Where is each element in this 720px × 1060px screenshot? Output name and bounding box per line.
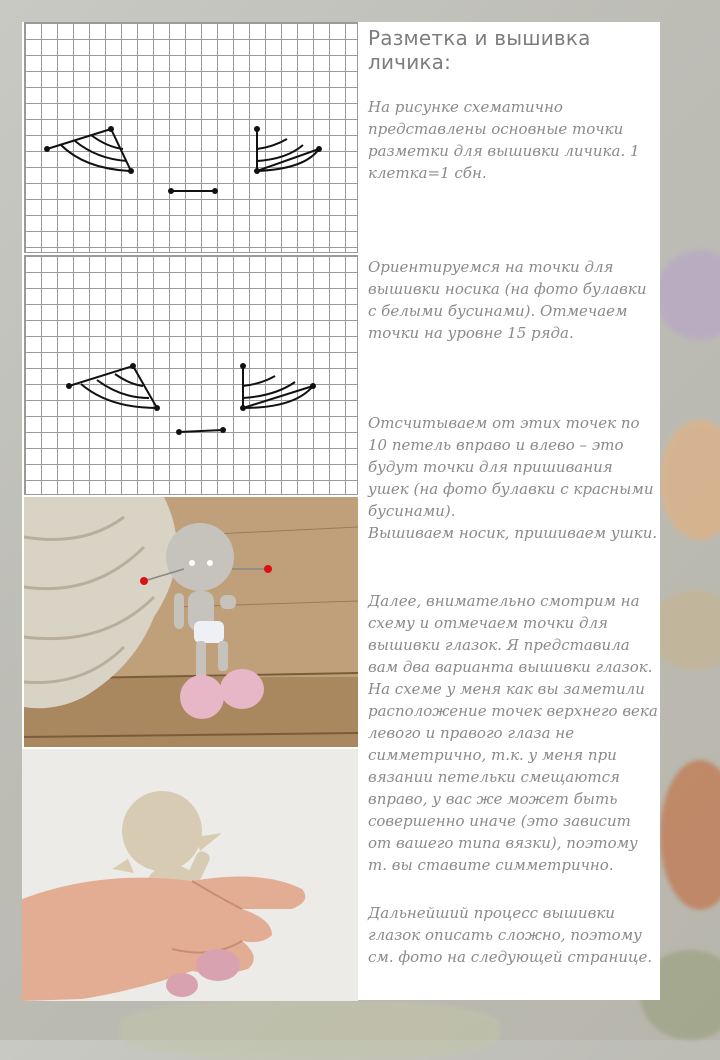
background-leaf-decoration bbox=[120, 1000, 500, 1060]
background-flower-decoration bbox=[660, 760, 720, 910]
page-title: Разметка и вышивка личика: bbox=[368, 26, 591, 74]
doll-on-table-photo bbox=[24, 497, 358, 747]
face-marking-diagram-1 bbox=[24, 22, 358, 253]
doll-in-hand-photo bbox=[22, 749, 358, 1001]
background-butterfly-decoration bbox=[650, 590, 720, 670]
background-butterfly-decoration bbox=[655, 250, 720, 340]
face-marking-diagram-2 bbox=[24, 255, 358, 495]
paragraph-nose-points: Ориентируемся на точки для вышивки носика (на фото булавки с белыми бусинами). Отмечаем точки на уровне 15 ряда. bbox=[368, 258, 647, 342]
eye-nose-scheme-2 bbox=[25, 256, 359, 496]
eye-nose-scheme-1 bbox=[25, 23, 359, 254]
paragraph-next-page: Дальнейший процесс вышивки глазок описать сложно, поэтому см. фото на следующей странице. bbox=[368, 904, 653, 966]
paragraph-marking-scheme: На рисунке схематично представлены основные точки разметки для вышивки личика. 1 клетка=1 сбн. bbox=[368, 98, 640, 182]
paragraph-ear-points: Отсчитываем от этих точек по 10 петель вправо и влево – это будут точки для пришивания ушек (на фото булавки с красными бусинами). Вышиваем носик, пришиваем ушки. bbox=[368, 414, 658, 542]
background-flower-decoration bbox=[660, 420, 720, 540]
paragraph-eye-points: Далее, внимательно смотрим на схему и отмечаем точки для вышивки глазок. Я представила вам два варианта вышивки глазок. На схеме у меня как вы заметили расположение точек верхнего века левого и правого глаза не симметрично, т.к. у меня при вязании петельки смещаются вправо, у вас же может быть совершенно иначе (это зависит от вашего типа вязки), поэтому т. вы ставите симметрично. bbox=[368, 592, 658, 874]
